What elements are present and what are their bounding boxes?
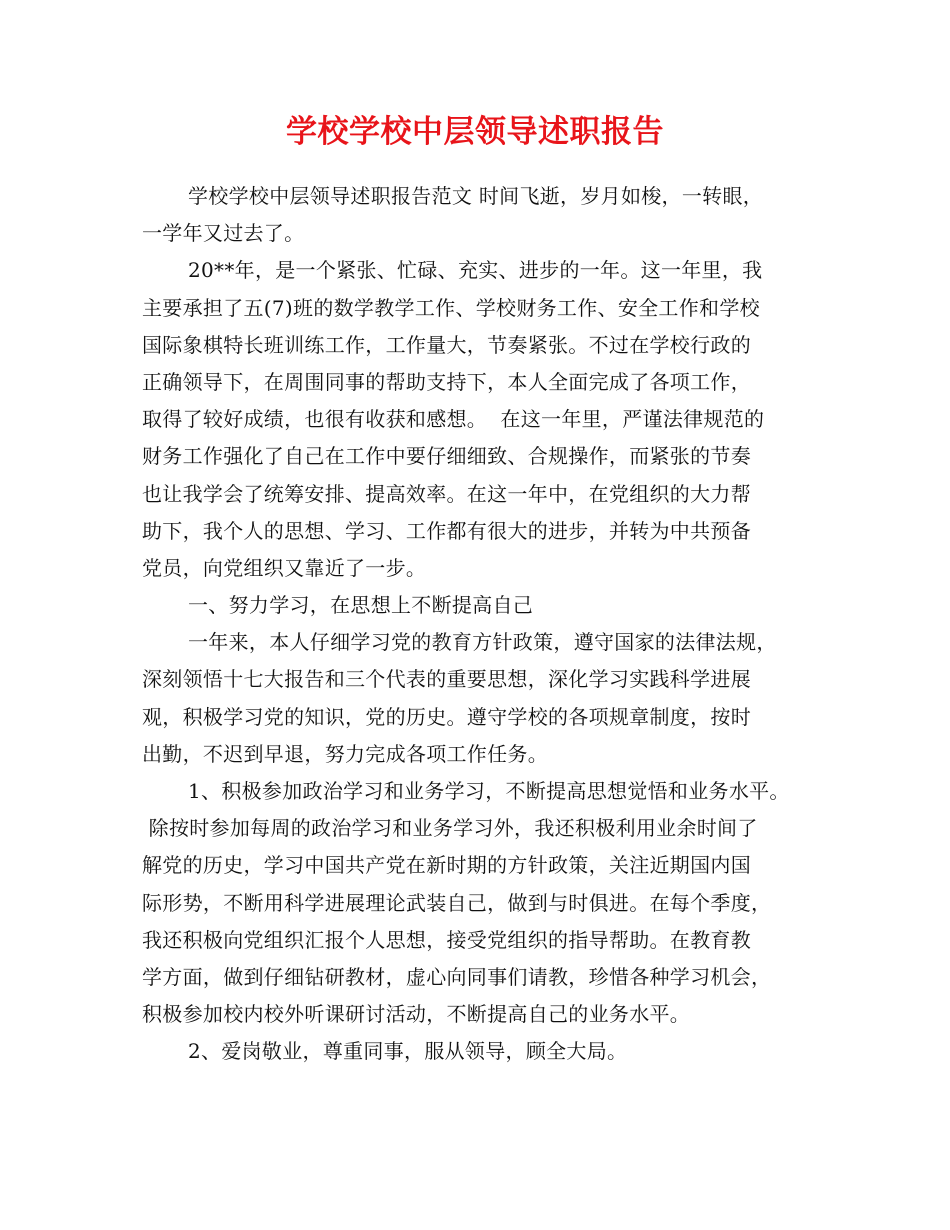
text-line: 出勤，不迟到早退，努力完成各项工作任务。 <box>142 741 548 766</box>
page-title: 学校学校中层领导述职报告 <box>286 114 664 150</box>
text-line: 一年来，本人仔细学习党的教育方针政策，遵守国家的法律法规， <box>188 630 777 655</box>
text-line: 取得了较好成绩，也很有收获和感想。 在这一年里，严谨法律规范的 <box>142 407 765 432</box>
text-line: 学方面，做到仔细钻研教材，虚心向同事们请教，珍惜各种学习机会， <box>142 964 772 989</box>
text-line: 1、积极参加政治学习和业务学习，不断提高思想觉悟和业务水平。 <box>188 779 790 803</box>
text-line: 除按时参加每周的政治学习和业务学习外，我还积极利用业余时间了 <box>142 816 758 841</box>
text-line: 党员，向党组织又靠近了一步。 <box>142 555 427 580</box>
text-line: 也让我学会了统筹安排、提高效率。在这一年中，在党组织的大力帮 <box>142 481 751 506</box>
text-line: 我还积极向党组织汇报个人思想，接受党组织的指导帮助。在教育教 <box>142 927 751 952</box>
text-line: 主要承担了五(7)班的数学教学工作、学校财务工作、安全工作和学校 <box>142 295 760 320</box>
text-line: 学校学校中层领导述职报告范文 时间飞逝，岁月如梭，一转眼， <box>188 184 764 208</box>
text-line: 解党的历史，学习中国共产党在新时期的方针政策，关注近期国内国 <box>142 853 751 878</box>
document-body <box>142 178 832 1071</box>
text-line: 助下，我个人的思想、学习、工作都有很大的进步，并转为中共预备 <box>142 518 751 543</box>
text-line: 观，积极学习党的知识，党的历史。遵守学校的各项规章制度，按时 <box>142 704 751 729</box>
text-line: 一学年又过去了。 <box>142 221 305 246</box>
text-line: 积极参加校内校外听课研讨活动，不断提高自己的业务水平。 <box>142 1002 691 1027</box>
text-line: 国际象棋特长班训练工作，工作量大，节奏紧张。不过在学校行政的 <box>142 332 751 357</box>
text-line: 财务工作强化了自己在工作中要仔细细致、合规操作，而紧张的节奏 <box>142 444 751 469</box>
text-line: 际形势，不断用科学进展理论武装自己，做到与时俱进。在每个季度， <box>142 890 772 915</box>
text-line: 正确领导下，在周围同事的帮助支持下，本人全面完成了各项工作， <box>142 369 751 394</box>
text-line: 20**年，是一个紧张、忙碌、充实、进步的一年。这一年里，我 <box>188 258 763 283</box>
text-line: 2、爱岗敬业，尊重同事，服从领导，顾全大局。 <box>188 1039 628 1064</box>
text-line: 深刻领悟十七大报告和三个代表的重要思想，深化学习实践科学进展 <box>142 667 751 692</box>
text-line: 一、努力学习，在思想上不断提高自己 <box>188 593 534 618</box>
